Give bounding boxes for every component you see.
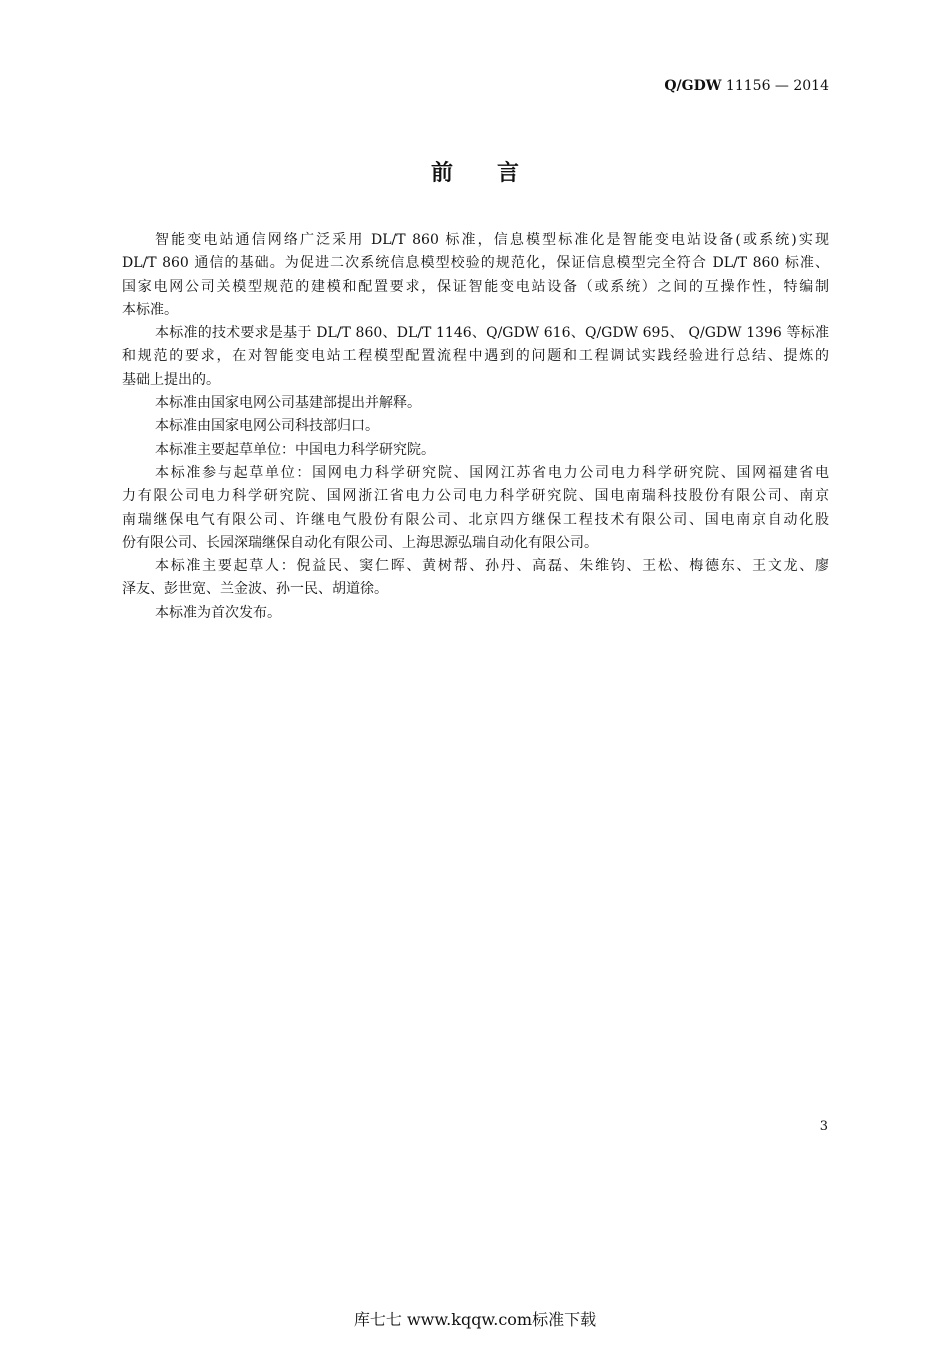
paragraph-line: 和规范的要求，在对智能变电站工程模型配置流程中遇到的问题和工程调试实践经验进行总结、提炼的 — [122, 348, 829, 365]
paragraph-line: 本标准参与起草单位：国网电力科学研究院、国网江苏省电力公司电力科学研究院、国网福建省电 — [155, 464, 829, 481]
paragraph-line: 本标准由国家电网公司科技部归口。 — [155, 418, 379, 435]
paragraph-line: 基础上提出的。 — [122, 371, 220, 388]
paragraph-line: 本标准为首次发布。 — [155, 604, 281, 621]
paragraph-line: 泽友、彭世宽、兰金波、孙一民、胡道徐。 — [122, 581, 388, 598]
foreword-body — [122, 229, 829, 625]
document-code-number: 11156 — 2014 — [721, 78, 829, 94]
paragraph-line: 国家电网公司关模型规范的建模和配置要求，保证智能变电站设备（或系统）之间的互操作性，特编制 — [122, 278, 829, 295]
page-title: 前言 — [430, 161, 563, 186]
paragraph-line: 本标准主要起草单位：中国电力科学研究院。 — [155, 441, 435, 458]
paragraph-line: 智能变电站通信网络广泛采用 DL/T 860 标准，信息模型标准化是智能变电站设备(或系统)实现 — [155, 232, 829, 248]
paragraph-line: 本标准的技术要求是基于 DL/T 860、DL/T 1146、Q/GDW 616、Q/GDW 695、 Q/GDW 1396 等标准 — [155, 325, 829, 342]
document-code — [664, 78, 829, 94]
footer-watermark: 库七七 www.kqqw.com标准下载 — [353, 1310, 597, 1329]
paragraph-line: 南瑞继保电气有限公司、许继电气股份有限公司、北京四方继保工程技术有限公司、国电南京自动化股 — [122, 511, 829, 528]
paragraph-line: DL/T 860 通信的基础。为促进二次系统信息模型校验的规范化，保证信息模型完全符合 DL/T 860 标准、 — [122, 255, 829, 272]
paragraph-line: 本标准由国家电网公司基建部提出并解释。 — [155, 395, 421, 412]
paragraph-line: 本标准。 — [122, 301, 178, 318]
paragraph-line: 力有限公司电力科学研究院、国网浙江省电力公司电力科学研究院、国电南瑞科技股份有限公司、南京 — [122, 488, 829, 505]
paragraph-line: 份有限公司、长园深瑞继保自动化有限公司、上海思源弘瑞自动化有限公司。 — [122, 534, 598, 551]
paragraph-line: 本标准主要起草人：倪益民、窦仁晖、黄树帮、孙丹、高磊、朱维钧、王松、梅德东、王文龙、廖 — [155, 558, 829, 575]
page-number: 3 — [819, 1119, 828, 1134]
document-code-prefix: Q/GDW — [664, 78, 722, 94]
